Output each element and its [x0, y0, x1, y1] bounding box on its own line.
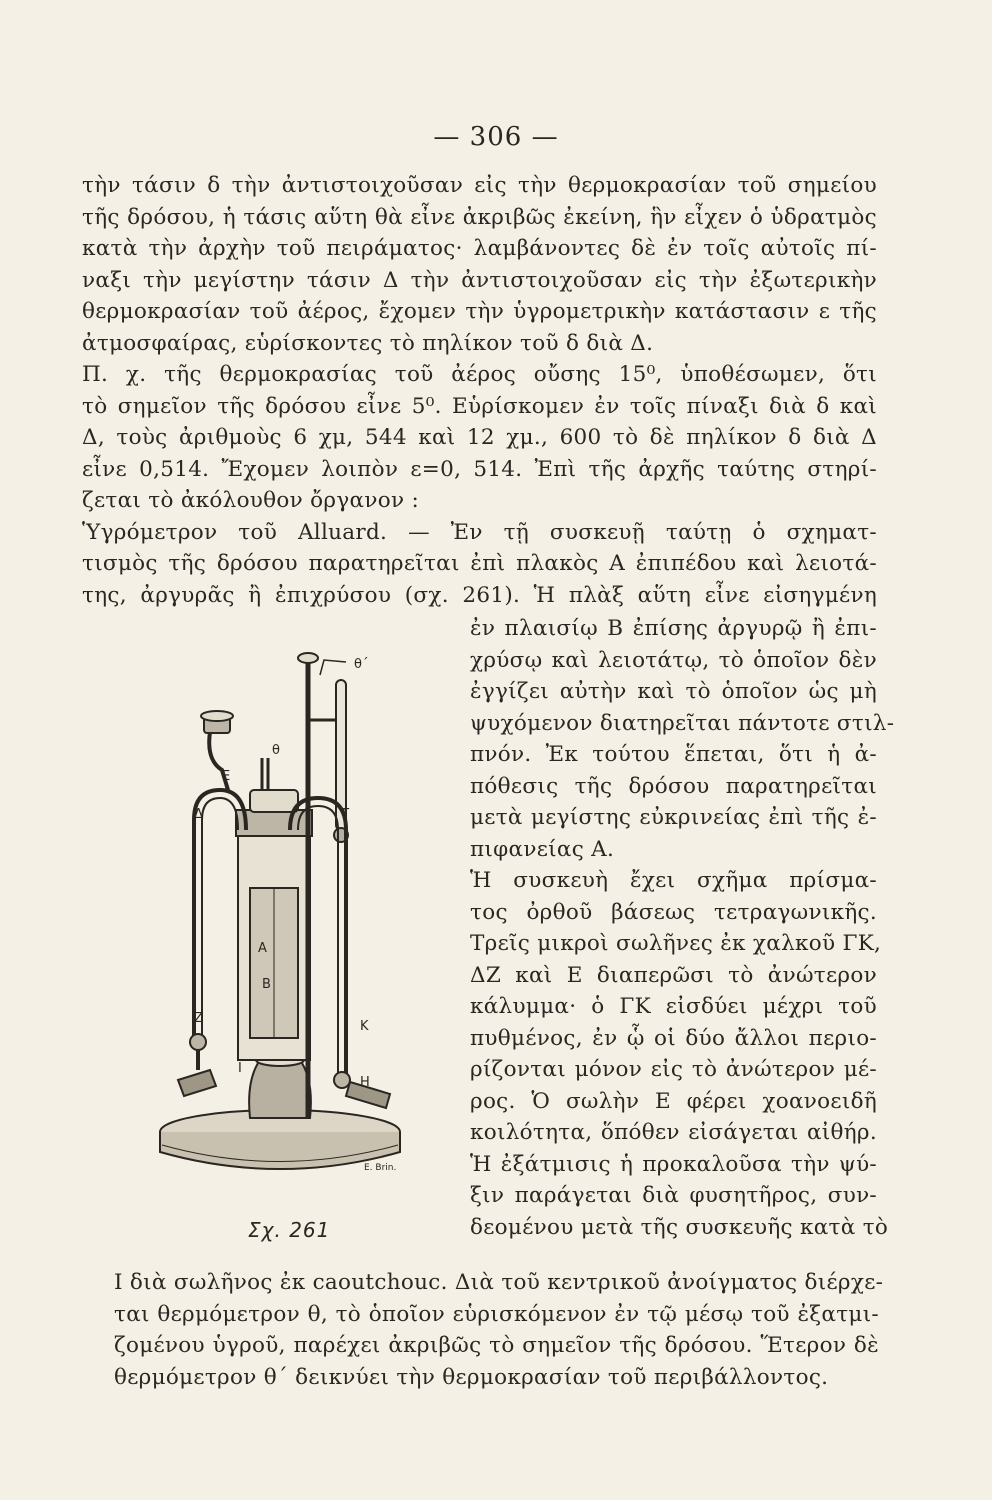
text-line: κάλυμμα· ὁ ΓΚ εἰσδύει μέχρι τοῦ [470, 994, 877, 1019]
top-text-block [82, 170, 877, 611]
text-line: ρος. Ὁ σωλὴν Ε φέρει χοανοειδῆ [470, 1088, 877, 1114]
text-line: κοιλότητα, ὅπόθεν εἰσάγεται αἰθήρ. [470, 1120, 877, 1145]
label-z: Z [194, 1011, 203, 1026]
bottom-text-block [114, 1267, 884, 1393]
text-line: πιφανείας Α. [470, 836, 615, 862]
text-line: τος ὀρθοῦ βάσεως τετραγωνικῆς. [470, 899, 877, 925]
text-line: ται θερμόμετρον θ, τὸ ὁποῖον εὑρισκόμενον ἐν τῷ μέσῳ τοῦ ἐξατμι- [114, 1301, 879, 1327]
text-line: Ὑγρόμετρον τοῦ Alluard. — Ἐν τῇ συσκευῇ ταύτῃ ὁ σχηματ- [82, 519, 877, 545]
label-a: A [258, 941, 267, 956]
text-line: Ι διὰ σωλῆνος ἐκ caoutchouc. Διὰ τοῦ κεντρικοῦ ἀνοίγματος διέρχε- [114, 1270, 884, 1295]
label-theta-prime: θ΄ [354, 657, 369, 672]
label-k: K [360, 1019, 369, 1034]
text-line: πνόν. Ἐκ τούτου ἕπεται, ὅτι ἡ ἀ- [470, 742, 877, 767]
text-line: ἐν πλαισίῳ Β ἐπίσης ἀργυρῷ ἢ ἐπι- [470, 616, 877, 641]
text-line: ἐγγίζει αὐτὴν καὶ τὸ ὁποῖον ὡς μὴ [470, 679, 877, 704]
text-line: ρίζονται μόνον εἰς τὸ ἀνώτερον μέ- [470, 1057, 877, 1082]
text-line: κατὰ τὴν ἀρχὴν τοῦ πειράματος· λαμβάνοντες δὲ ἐν τοῖς αὐτοῖς πί- [82, 236, 877, 261]
text-line: ψυχόμενον διατηρεῖται πάντοτε στιλ- [470, 710, 895, 736]
text-line: ξιν παράγεται διὰ φυσητῆρος, συν- [470, 1183, 877, 1208]
text-line: χρύσῳ καὶ λειοτάτῳ, τὸ ὁποῖον δὲν [470, 647, 877, 673]
figure-caption: Σχ. 261 [248, 1218, 331, 1242]
text-line: πόθεσις τῆς δρόσου παρατηρεῖται [470, 773, 877, 799]
text-line: εἶνε 0,514. Ἔχομεν λοιπὸν ε=0, 514. Ἐπὶ τῆς ἀρχῆς ταύτης στηρί- [82, 456, 877, 482]
text-line: θερμόμετρον θ΄ δεικνύει τὴν θερμοκρασίαν τοῦ περιβάλλοντος. [114, 1364, 829, 1390]
text-line: μετὰ μεγίστης εὐκρινείας ἐπὶ τῆς ἐ- [470, 805, 877, 830]
text-line: θερμοκρασίαν τοῦ ἀέρος, ἔχομεν τὴν ὑγρομετρικὴν κατάστασιν ε τῆς [82, 299, 877, 324]
text-line: της, ἀργυρᾶς ἢ ἐπιχρύσου (σχ. 261). Ἡ πλὰξ αὕτη εἶνε εἰσηγμένη [82, 582, 877, 608]
page-number: — 306 — [433, 122, 559, 152]
text-line: τισμὸς τῆς δρόσου παρατηρεῖται ἐπὶ πλακὸς Α ἐπιπέδου καὶ λειοτά- [82, 551, 877, 576]
text-line: ζομένου ὑγροῦ, παρέχει ἀκριβῶς τὸ σημεῖον τῆς δρόσου. Ἕτερον δὲ [114, 1333, 879, 1358]
text-line: πυθμένος, ἐν ᾧ οἱ δύο ἄλλοι περιο- [470, 1025, 877, 1051]
text-line: ζεται τὸ ἀκόλουθον ὄργανον : [82, 488, 419, 513]
text-line: Π. χ. τῆς θερμοκρασίας τοῦ ἀέρος οὔσης 15⁰, ὑποθέσωμεν, ὅτι [82, 362, 877, 387]
hygrometer-figure [150, 640, 450, 1200]
text-line: δεομένου μετὰ τῆς συσκευῆς κατὰ τὸ [470, 1214, 889, 1240]
text-line: Ἡ συσκευὴ ἔχει σχῆμα πρίσμα- [470, 868, 877, 893]
text-line: Τρεῖς μικροὶ σωλῆνες ἐκ χαλκοῦ ΓΚ, [470, 931, 882, 956]
side-text-block [470, 613, 895, 1243]
text-line: ἀτμοσφαίρας, εὑρίσκοντες τὸ πηλίκον τοῦ δ διὰ Δ. [82, 330, 654, 356]
label-i: I [238, 1061, 242, 1076]
text-line: ναξι τὴν μεγίστην τάσιν Δ τὴν ἀντιστοιχοῦσαν εἰς τὴν ἐξωτερικὴν [82, 267, 877, 293]
text-line: τὸ σημεῖον τῆς δρόσου εἶνε 5⁰. Εὑρίσκομεν ἐν τοῖς πίναξι διὰ δ καὶ [82, 393, 877, 419]
text-line: ΔΖ καὶ Ε διαπερῶσι τὸ ἀνώτερον [470, 962, 877, 988]
text-line: Δ, τοὺς ἀριθμοὺς 6 χμ, 544 καὶ 12 χμ., 600 τὸ δὲ πηλίκον δ διὰ Δ [82, 425, 877, 450]
label-e: E [222, 769, 231, 784]
text-line: τὴν τάσιν δ τὴν ἀντιστοιχοῦσαν εἰς τὴν θερμοκρασίαν τοῦ σημείου [82, 173, 877, 198]
text-line: Ἡ ἐξάτμισις ἡ προκαλοῦσα τὴν ψύ- [470, 1151, 877, 1177]
label-b: B [262, 977, 271, 992]
label-gamma: Γ [342, 807, 350, 822]
label-delta: Δ [194, 807, 203, 822]
text-line: τῆς δρόσου, ἡ τάσις αὕτη θὰ εἶνε ἀκριβῶς ἐκείνη, ἣν εἶχεν ὁ ὑδρατμὸς [82, 204, 877, 230]
label-theta: θ [272, 743, 280, 758]
label-h: H [360, 1075, 370, 1090]
engraver-signature: E. Brin. [364, 1163, 397, 1173]
